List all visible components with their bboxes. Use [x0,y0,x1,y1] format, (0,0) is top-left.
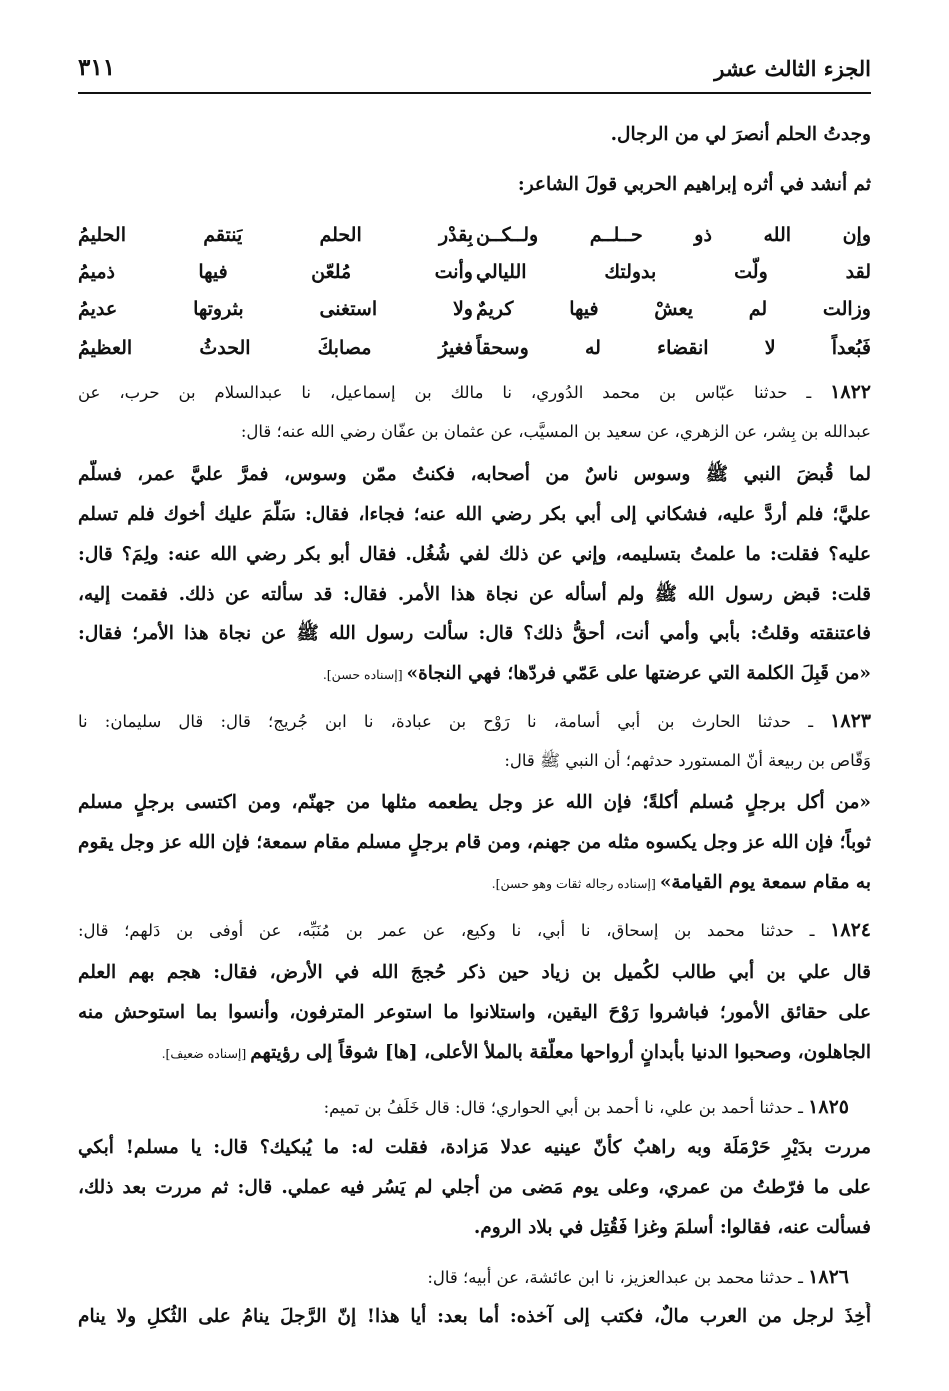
text-line: «من أكل برجلٍ مُسلم أكلةً؛ فإن الله عز وجل يطعمه مثلها من جهنّم، ومن اكتسى برجلٍ مسلم [78,792,871,813]
verse-line [78,291,871,327]
grading-note: [إسناده ضعيف]. [161,1046,251,1061]
isnad-text: ـ حدثنا الحارث بن أبي أسامة، نا رَوْح بن عبادة، نا ابن جُريج؛ قال: قال سليمان: نا [78,712,831,731]
text-line: فاعتنقته وقلتُ: بأبي وأمي أنت، أحقُّ ذلك؟ قال: سألت رسول الله ﷺ عن نجاة هذا الأمر؛ فقال: [78,623,871,644]
hadith-isnad-line [78,1262,849,1292]
text-line [78,1038,871,1068]
narration-text: الجاهلون، وصحبوا الدنيا بأبدانٍ أرواحها معلّقة بالملأ الأعلى، [ها] شوقاً إلى رؤيتهم [250,1042,871,1063]
verse-line [78,254,871,290]
text-line: على ما فرّطتُ من عمري، وعلى يوم مَضى من أجلي لم يَسُر فيه عملي. قال: ثم مررت بعد ذلك، [78,1177,871,1198]
text-line: عليَّ؛ فلم أردَّ عليه، فشكاني إلى أبي بكر رضي الله عنه؛ فجاءا، فقال: سَلَّمَ عليك أخوك فلم تسلم [78,504,871,525]
grading-note: [إسناده رجاله ثقات وهو حسن]. [491,876,660,891]
verse-first-hemistich: وزالت لم يعشْ فيها كريمٌ [476,298,871,320]
text-line: ثوباً؛ فإن الله عز وجل يكسوه مثله من جهنم، ومن قام برجلٍ مسلم مقام سمعة؛ فإن الله عز وجل يقوم [78,832,871,853]
verse-second-hemistich: بِقدْر الحلم يَنتقم الحليمُ [78,224,473,246]
isnad-text: ـ حدثنا محمد بن إسحاق، نا أبي، نا وكيع، عن عمر بن مُنَبِّه، عن أوفى بن دَلهم؛ قال: [78,921,831,940]
isnad-text: ـ حدثنا أحمد بن علي، نا أحمد بن أبي الحواري؛ قال: قال خَلَفُ بن تميم: [323,1098,809,1117]
intro-poem-line: ثم أنشد في أثره إبراهيم الحربي قولَ الشاعر: [517,174,871,195]
text-line [78,659,871,689]
isnad-line: عبدالله بن بِشر، عن الزهري، عن سعيد بن المسيَّب، عن عثمان بن عفّان رضي الله عنه؛ قال: [240,422,871,441]
hadith-number: ١٨٢٥ [808,1096,849,1118]
isnad-line: وَقّاص بن ربيعة أنّ المستورد حدثهم؛ أن النبي ﷺ قال: [504,751,871,770]
hadith-isnad-line [78,706,871,736]
verse-line [78,330,871,366]
isnad-text: ـ حدثنا محمد بن عبدالعزيز، نا ابن عائشة، عن أبيه؛ قال: [427,1268,809,1287]
hadith-number: ١٨٢٦ [808,1266,849,1288]
verse-second-hemistich: فغيرُ مصابكَ الحدثُ العظيمُ [78,337,473,359]
hadith-matn: «من قَبِلَ الكلمة التي عرضتها على عَمّي فردّها؛ فهي النجاة» [406,663,871,684]
verse-second-hemistich: وأنت مُلعّن فيها ذميمُ [78,261,473,283]
verse-line [78,217,871,253]
hadith-isnad-line [78,915,871,945]
text-line: قلت: قبض رسول الله ﷺ ولم أسأله عن نجاة هذا الأمر. فقال: قد سألته عن ذلك. فقمت إليه، [78,584,871,605]
hadith-number: ١٨٢٣ [830,710,871,732]
page-number: ٣١١ [78,54,116,81]
verse-first-hemistich: فَبُعداً لا انقضاء له وسحقاً [476,337,871,359]
verse-second-hemistich: ولا استغنى بثروتها عديمُ [78,298,473,320]
running-header [78,52,871,94]
verse-first-hemistich: لقد ولّت بدولتك الليالي [476,261,871,283]
text-line: عليه؟ فقلت: ما علمتُ بتسليمه، وإني عن ذلك لفي شُغُل. فقال أبو بكر رضي الله عنه: ولِمَ؟ قال: [78,544,871,565]
text-line [78,868,871,898]
text-line: لما قُبضَ النبي ﷺ وسوس ناسٌ من أصحابه، فكنتُ ممّن وسوس، فمرَّ عليَّ عمر، فسلَّم [78,464,871,485]
intro-line: وجدتُ الحلم أنصرَ لي من الرجال. [610,124,871,145]
text-line: على حقائق الأمور؛ فباشروا رَوْحَ اليقين، واستلانوا ما استوعر المترفون، وأنسوا بما استوحش منه [78,1002,871,1023]
isnad-text: ـ حدثنا عبّاس بن محمد الدُوري، نا مالك بن إسماعيل، نا عبدالسلام بن حرب، عن [78,383,831,402]
hadith-number: ١٨٢٤ [830,919,871,941]
verse-first-hemistich: وإن الله ذو حــلــم ولــكــن [476,224,871,246]
grading-note: [إسناده حسن]. [322,667,407,682]
text-line: فسألت عنه، فقالوا: أسلمَ وغزا فَقُتِل في بلاد الروم. [473,1217,871,1238]
volume-title: الجزء الثالث عشر [714,56,871,81]
hadith-number: ١٨٢٢ [830,381,871,403]
text-line: أُخِذَ لرجل من العرب مالٌ، فكتب إلى آخذه: أما بعد: أيا هذا! إنّ الرَّجلَ ينامُ على الثُكلِ ولا ينام [78,1306,871,1327]
hadith-matn: به مقام سمعة يوم القيامة» [659,872,871,893]
text-line: قال علي بن أبي طالب لكُميل بن زياد حين ذكر حُججَ الله في الأرض، فقال: هجم بهم العلم [78,962,871,983]
text-line: مررت بدَيْرِ حَرْمَلَة وبه راهبٌ كأنّ عينيه عدلا مَزادة، فقلت له: ما يُبكيك؟ قال: يا مسلم! أبكي [78,1137,871,1158]
hadith-isnad-line [78,377,871,407]
hadith-isnad-line [78,1092,849,1122]
